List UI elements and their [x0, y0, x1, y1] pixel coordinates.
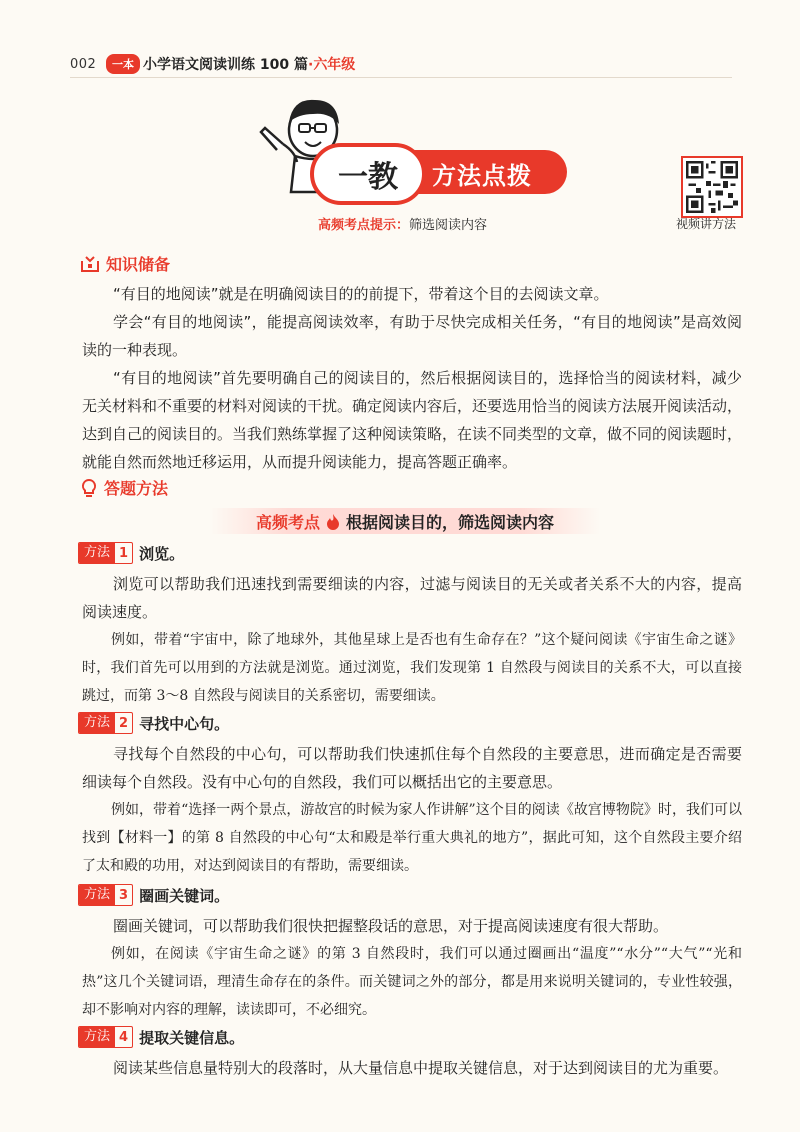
method-description: 浏览可以帮助我们迅速找到需要细读的内容，过滤与阅读目的无关或者关系不大的内容，提高阅读速度。	[82, 575, 742, 621]
qr-code[interactable]	[681, 156, 743, 218]
method-description: 圈画关键词，可以帮助我们很快把握整段话的意思，对于提高阅读速度有很大帮助。	[113, 917, 669, 935]
qr-code-icon	[686, 161, 738, 213]
method-title: 圈画关键词。	[139, 886, 230, 905]
method-tag-label: 方法	[79, 713, 115, 733]
method-example: 例如，带着“选择一两个景点，游故宫的时候为家人作讲解”这个目的阅读《故宫博物院》时，我们可以找到【材料一】的第 8 自然段的中心句“太和殿是举行重大典礼的地方”，据此可知，这个自然段主要介绍了太和殿的功用，对达到阅读目的有帮助，需要细读。	[82, 802, 742, 874]
method-title: 寻找中心句。	[139, 714, 230, 733]
section-heading-method	[80, 476, 168, 499]
section-heading-knowledge	[80, 252, 170, 275]
method-tag-label: 方法	[79, 885, 115, 905]
key-point-hint	[318, 214, 487, 233]
knowledge-paragraph: “有目的地阅读”首先要明确自己的阅读目的，然后根据阅读目的，选择恰当的阅读材料，减少无关材料和不重要的材料对阅读的干扰。确定阅读内容后，还要选用恰当的阅读方法展开阅读活动，达到自己的阅读目的。当我们熟练掌握了这种阅读策略，在读不同类型的文章，做不同的阅读题时，就能自然而然地迁移运用，从而提升阅读能力，提高答题正确率。	[82, 369, 743, 471]
method-tag	[78, 1026, 133, 1048]
method-number: 3	[119, 887, 129, 903]
book-title-text: 小学语文阅读训练 100 篇	[143, 57, 308, 73]
qr-caption: 视频讲方法	[676, 217, 737, 231]
section-title: 知识储备	[106, 255, 171, 274]
method-example: 例如，在阅读《宇宙生命之谜》的第 3 自然段时，我们可以通过圈画出“温度”“水分”“大气”“光和热”这几个关键词语，理清生命存在的条件。而关键词之外的部分，都是用来说明关键词的，专业性较强，却不影响对内容的理解，读读即可，不必细究。	[82, 946, 742, 1018]
header-divider	[70, 77, 732, 78]
hint-text: 筛选阅读内容	[409, 218, 488, 233]
knowledge-icon	[80, 255, 100, 273]
method-number: 1	[119, 545, 129, 561]
page-number: 002	[70, 57, 97, 72]
method-heading	[78, 712, 229, 734]
hint-label: 高频考点提示：	[318, 218, 410, 233]
method-description: 寻找每个自然段的中心句，可以帮助我们快速抓住每个自然段的主要意思，进而确定是否需要细读每个自然段。没有中心句的自然段，我们可以概括出它的主要意思。	[82, 745, 742, 791]
subheading-text: 根据阅读目的，筛选阅读内容	[346, 512, 555, 532]
method-example: 例如，带着“宇宙中，除了地球外，其他星球上是否也有生命存在？”这个疑问阅读《宇宙生命之谜》时，我们首先可以用到的方法就是浏览。通过浏览，我们发现第 1 自然段与阅读目的关系不大，可以直接跳过，而第 3～8 自然段与阅读目的关系密切，需要细读。	[82, 632, 742, 704]
method-heading	[78, 884, 229, 906]
method-title: 提取关键信息。	[139, 1028, 245, 1047]
method-tag-label: 方法	[79, 543, 115, 563]
book-title	[143, 54, 355, 74]
section-title: 答题方法	[104, 479, 169, 498]
lightbulb-icon	[80, 478, 98, 498]
method-heading	[78, 1026, 244, 1048]
method-number: 4	[119, 1029, 129, 1045]
method-tag	[78, 884, 133, 906]
brand-logo: 一本	[106, 54, 140, 74]
title-separator: ·	[307, 57, 314, 73]
flame-icon	[326, 513, 340, 530]
subheading-label: 高频考点	[255, 512, 320, 532]
knowledge-paragraph: “有目的地阅读”就是在明确阅读目的的前提下，带着这个目的去阅读文章。	[113, 285, 609, 303]
high-frequency-subheading	[210, 508, 600, 534]
method-description: 阅读某些信息量特别大的段落时，从大量信息中提取关键信息，对于达到阅读目的尤为重要。	[113, 1059, 729, 1077]
method-tag	[78, 542, 133, 564]
method-number: 2	[119, 715, 129, 731]
method-heading	[78, 542, 184, 564]
banner-badge: 一教	[310, 143, 426, 205]
method-tag-label: 方法	[79, 1027, 115, 1047]
grade-label: 六年级	[313, 57, 356, 73]
method-title: 浏览。	[139, 544, 185, 563]
banner-title: 方法点拨	[432, 162, 532, 190]
knowledge-paragraph: 学会“有目的地阅读”，能提高阅读效率，有助于尽快完成相关任务，“有目的地阅读”是高效阅读的一种表现。	[82, 313, 742, 359]
method-tag	[78, 712, 133, 734]
